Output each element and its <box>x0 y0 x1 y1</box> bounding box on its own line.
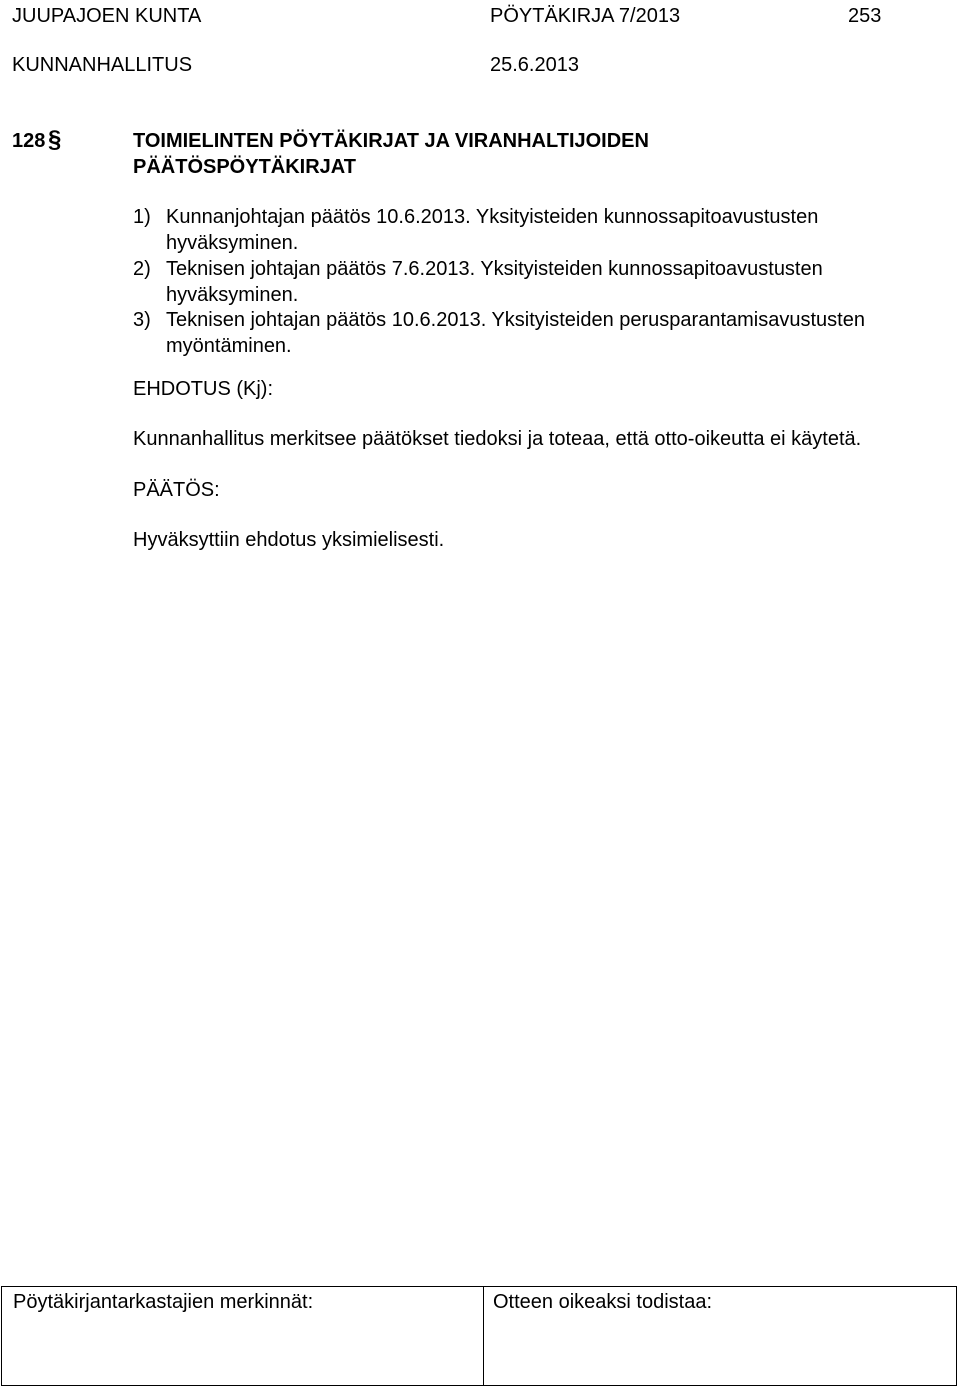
list-item-text: Kunnanjohtajan päätös 10.6.2013. Yksityisteiden kunnossapitoavustusten hyväksyminen. <box>166 206 819 254</box>
certification-label: Otteen oikeaksi todistaa: <box>493 1291 713 1313</box>
section-title-line2: PÄÄTÖSPÖYTÄKIRJAT <box>133 156 356 178</box>
decision-label: PÄÄTÖS: <box>133 479 220 501</box>
proposal-text: Kunnanhallitus merkitsee päätökset tiedoksi ja toteaa, että otto-oikeutta ei käytetä. <box>133 428 862 450</box>
list-item-text: Teknisen johtajan päätös 10.6.2013. Yksityisteiden perusparantamisavustusten myöntäminen. <box>166 309 865 357</box>
meeting-date: 25.6.2013 <box>490 54 579 76</box>
section-title-line1: TOIMIELINTEN PÖYTÄKIRJAT JA VIRANHALTIJOIDEN <box>133 130 649 152</box>
signature-table <box>1 1286 957 1386</box>
list-item-number: 2) <box>133 258 151 280</box>
list-item-number: 1) <box>133 206 151 228</box>
list-item-number: 3) <box>133 309 151 331</box>
table-divider <box>483 1287 484 1385</box>
page-number: 253 <box>848 5 882 27</box>
minutes-number: PÖYTÄKIRJA 7/2013 <box>490 5 681 27</box>
governing-body: KUNNANHALLITUS <box>12 54 193 76</box>
decision-text: Hyväksyttiin ehdotus yksimielisesti. <box>133 529 445 551</box>
proposal-label: EHDOTUS (Kj): <box>133 378 273 400</box>
municipality-name: JUUPAJOEN KUNTA <box>12 5 202 27</box>
reviewers-notes-label: Pöytäkirjantarkastajien merkinnät: <box>13 1291 314 1313</box>
section-sign: § <box>48 126 62 153</box>
section-number: 128 <box>12 130 46 152</box>
list-item-text: Teknisen johtajan päätös 7.6.2013. Yksityisteiden kunnossapitoavustusten hyväksyminen. <box>166 258 823 306</box>
